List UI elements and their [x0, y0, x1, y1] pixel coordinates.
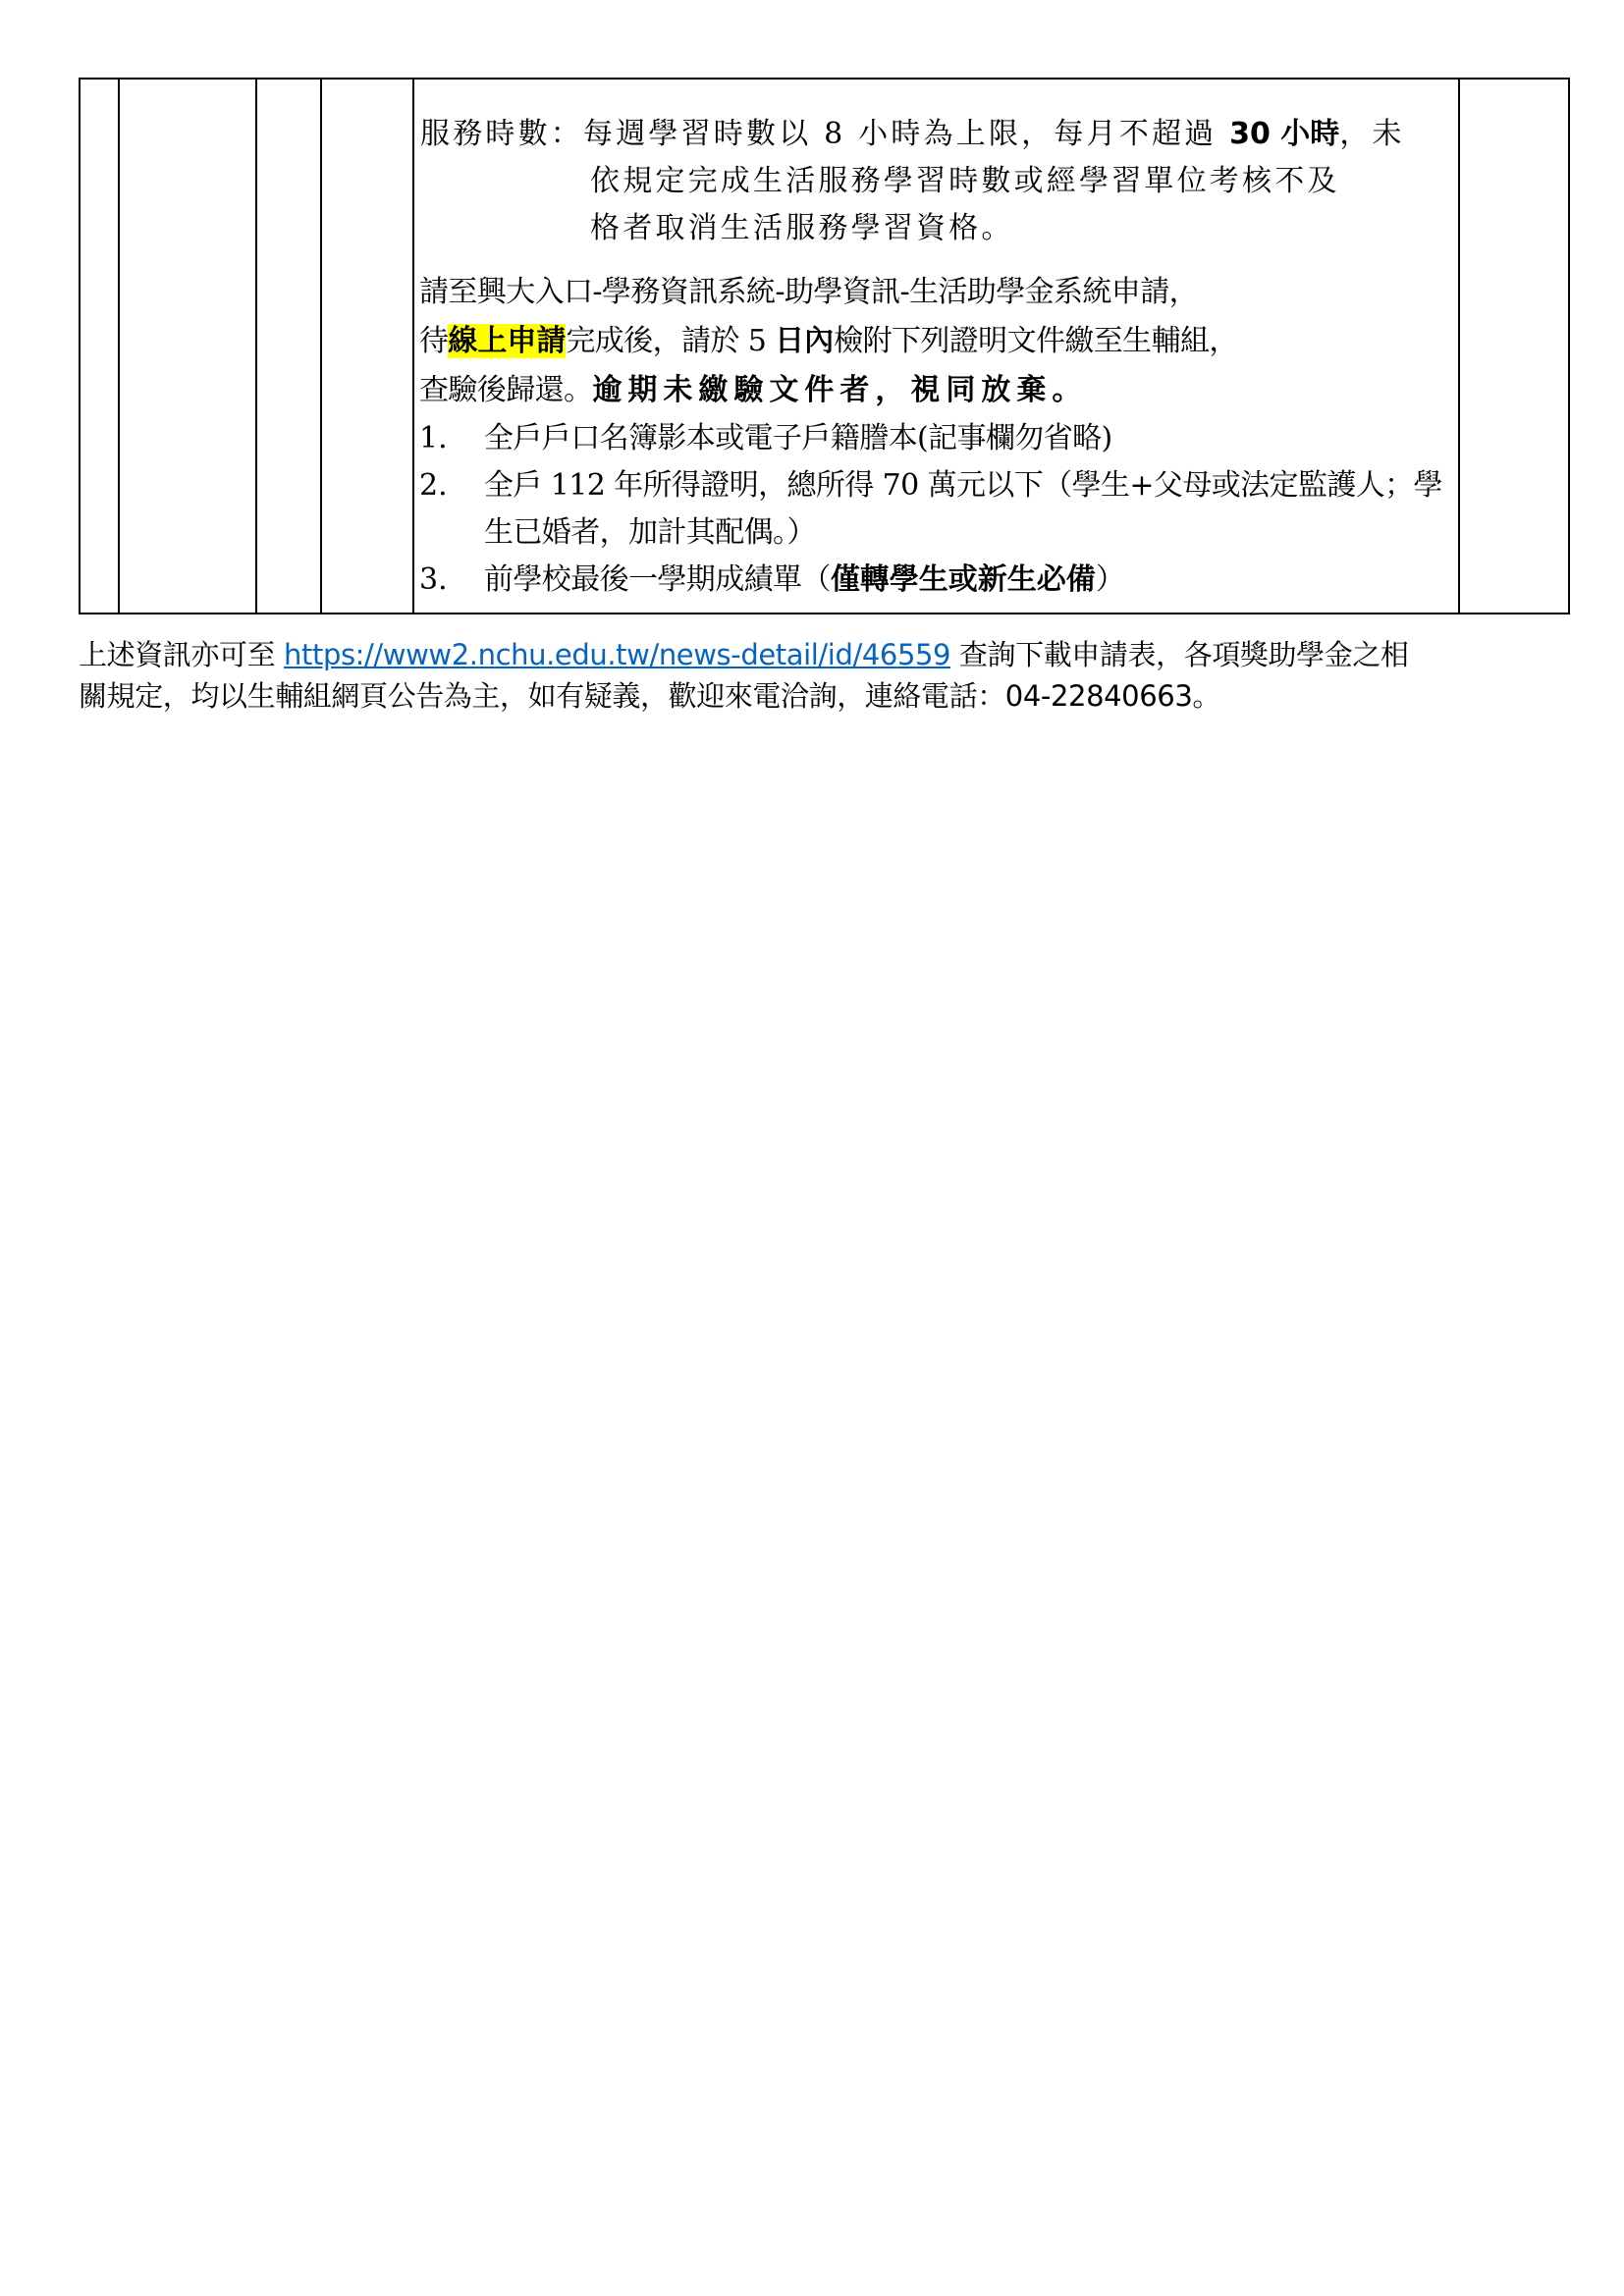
- service-hours-line-2: 依規定完成生活服務學習時數或經學習單位考核不及: [590, 164, 1340, 198]
- application-line-2: [419, 317, 1456, 366]
- scholarship-table: [79, 78, 1570, 614]
- list-item: [419, 557, 1456, 604]
- table-row: [80, 79, 1569, 614]
- service-hours-text-end: ，未: [1339, 117, 1405, 151]
- service-hours-text: 服務時數：每週學習時數以 8 小時為上限，每月不超過: [420, 117, 1230, 151]
- application-text: 待: [419, 324, 449, 358]
- transfer-student-note: 僅轉學生或新生必備: [830, 562, 1096, 597]
- list-text: [484, 557, 1456, 604]
- table-cell-empty-6: [1459, 79, 1569, 614]
- list-text: 全戶戶口名簿影本或電子戶籍謄本(記事欄勿省略): [484, 421, 1112, 455]
- application-text-middle: 完成後，請於 5: [566, 324, 776, 358]
- service-hours-line-1: [420, 111, 1457, 158]
- application-return-text: 查驗後歸還。: [419, 373, 593, 407]
- footer-line-2: 關規定，均以生輔組網頁公告為主，如有疑義，歡迎來電洽詢，連絡電話：04-22840663。: [79, 679, 1220, 713]
- service-hours-section: [420, 111, 1457, 252]
- application-line-3: [419, 366, 1456, 415]
- table-cell-empty-4: [321, 79, 413, 614]
- table-cell-empty-1: [80, 79, 119, 614]
- footer-text-end: 查詢下載申請表，各項獎助學金之相: [950, 638, 1409, 671]
- service-hours-limit: 30 小時: [1229, 117, 1340, 151]
- deadline-days: 日內: [775, 324, 835, 358]
- late-warning: 逾期未繳驗文件者，視同放棄。: [592, 373, 1088, 407]
- footer-notice: [79, 634, 1551, 717]
- list-text-start: 前學校最後一學期成績單（: [484, 562, 831, 597]
- application-text-end: 檢附下列證明文件繳至生輔組，: [834, 324, 1238, 358]
- table-cell-content: [413, 79, 1459, 614]
- service-hours-line-3: 格者取消生活服務學習資格。: [590, 211, 1014, 245]
- list-text: 全戶 112 年所得證明，總所得 70 萬元以下（學生+父母或法定監護人；學生已婚者，加計其配偶。）: [484, 468, 1442, 550]
- footer-line-1: [79, 634, 1551, 675]
- list-number: 2.: [419, 468, 448, 503]
- online-application-highlight: 線上申請: [448, 324, 567, 358]
- list-item: [419, 462, 1456, 557]
- list-item: [419, 415, 1456, 462]
- table-cell-empty-3: [256, 79, 321, 614]
- list-number: 1.: [419, 421, 448, 455]
- table-cell-empty-2: [119, 79, 256, 614]
- list-text-end: ）: [1095, 562, 1125, 597]
- news-detail-link[interactable]: https://www2.nchu.edu.tw/news-detail/id/46559: [284, 638, 951, 671]
- list-number: 3.: [419, 562, 448, 597]
- application-section: [419, 268, 1456, 604]
- application-line-1: 請至興大入口-學務資訊系統-助學資訊-生活助學金系統申請，: [419, 275, 1199, 309]
- footer-text: 上述資訊亦可至: [79, 638, 285, 671]
